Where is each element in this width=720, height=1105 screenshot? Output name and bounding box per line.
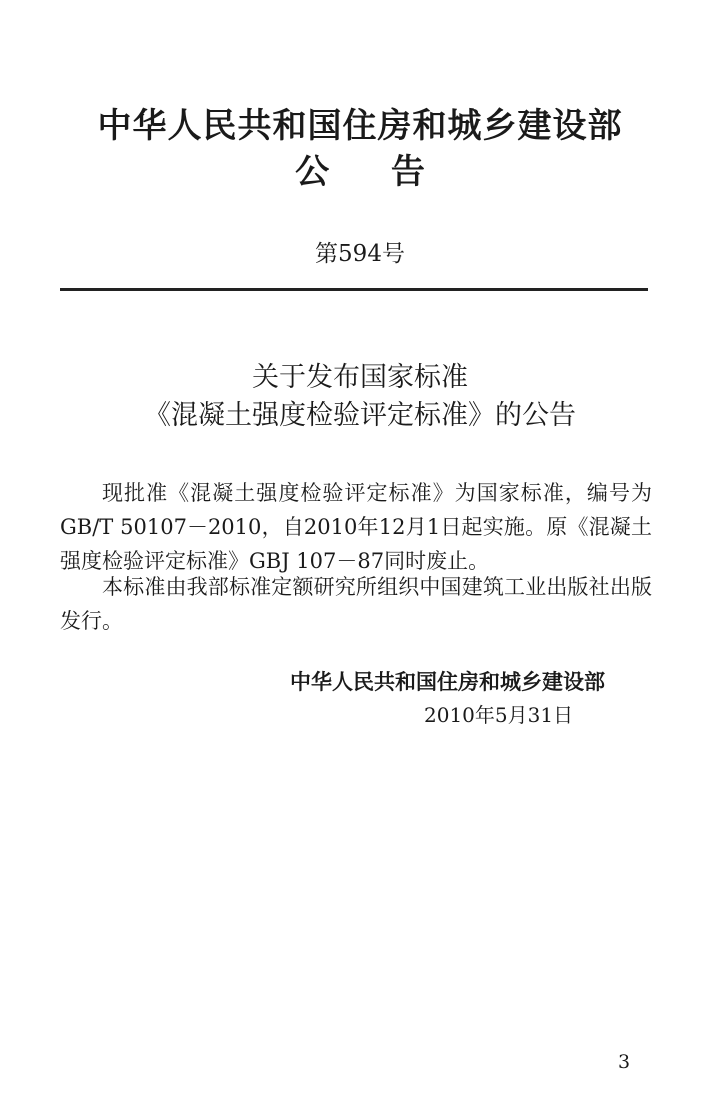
subject-line-2: 《混凝土强度检验评定标准》的公告 bbox=[144, 400, 576, 431]
body-paragraph-1: 现批准《混凝土强度检验评定标准》为国家标准，编号为GB/T 50107－2010，自2010年12月1日起实施。原《混凝土强度检验评定标准》GBJ 107－87同时废止。 bbox=[60, 481, 652, 573]
notice-number: 第594号 bbox=[315, 241, 405, 267]
signature-date: 2010年5月31日 bbox=[424, 703, 574, 727]
body-paragraph-2: 本标准由我部标准定额研究所组织中国建筑工业出版社出版发行。 bbox=[60, 575, 652, 633]
signature-organization: 中华人民共和国住房和城乡建设部 bbox=[290, 670, 605, 694]
subject-line-1: 关于发布国家标准 bbox=[252, 362, 468, 393]
announcement-heading: 公 告 bbox=[295, 152, 425, 192]
header-divider bbox=[60, 288, 648, 291]
page-number: 3 bbox=[618, 1051, 631, 1073]
ministry-title: 中华人民共和国住房和城乡建设部 bbox=[97, 106, 623, 146]
